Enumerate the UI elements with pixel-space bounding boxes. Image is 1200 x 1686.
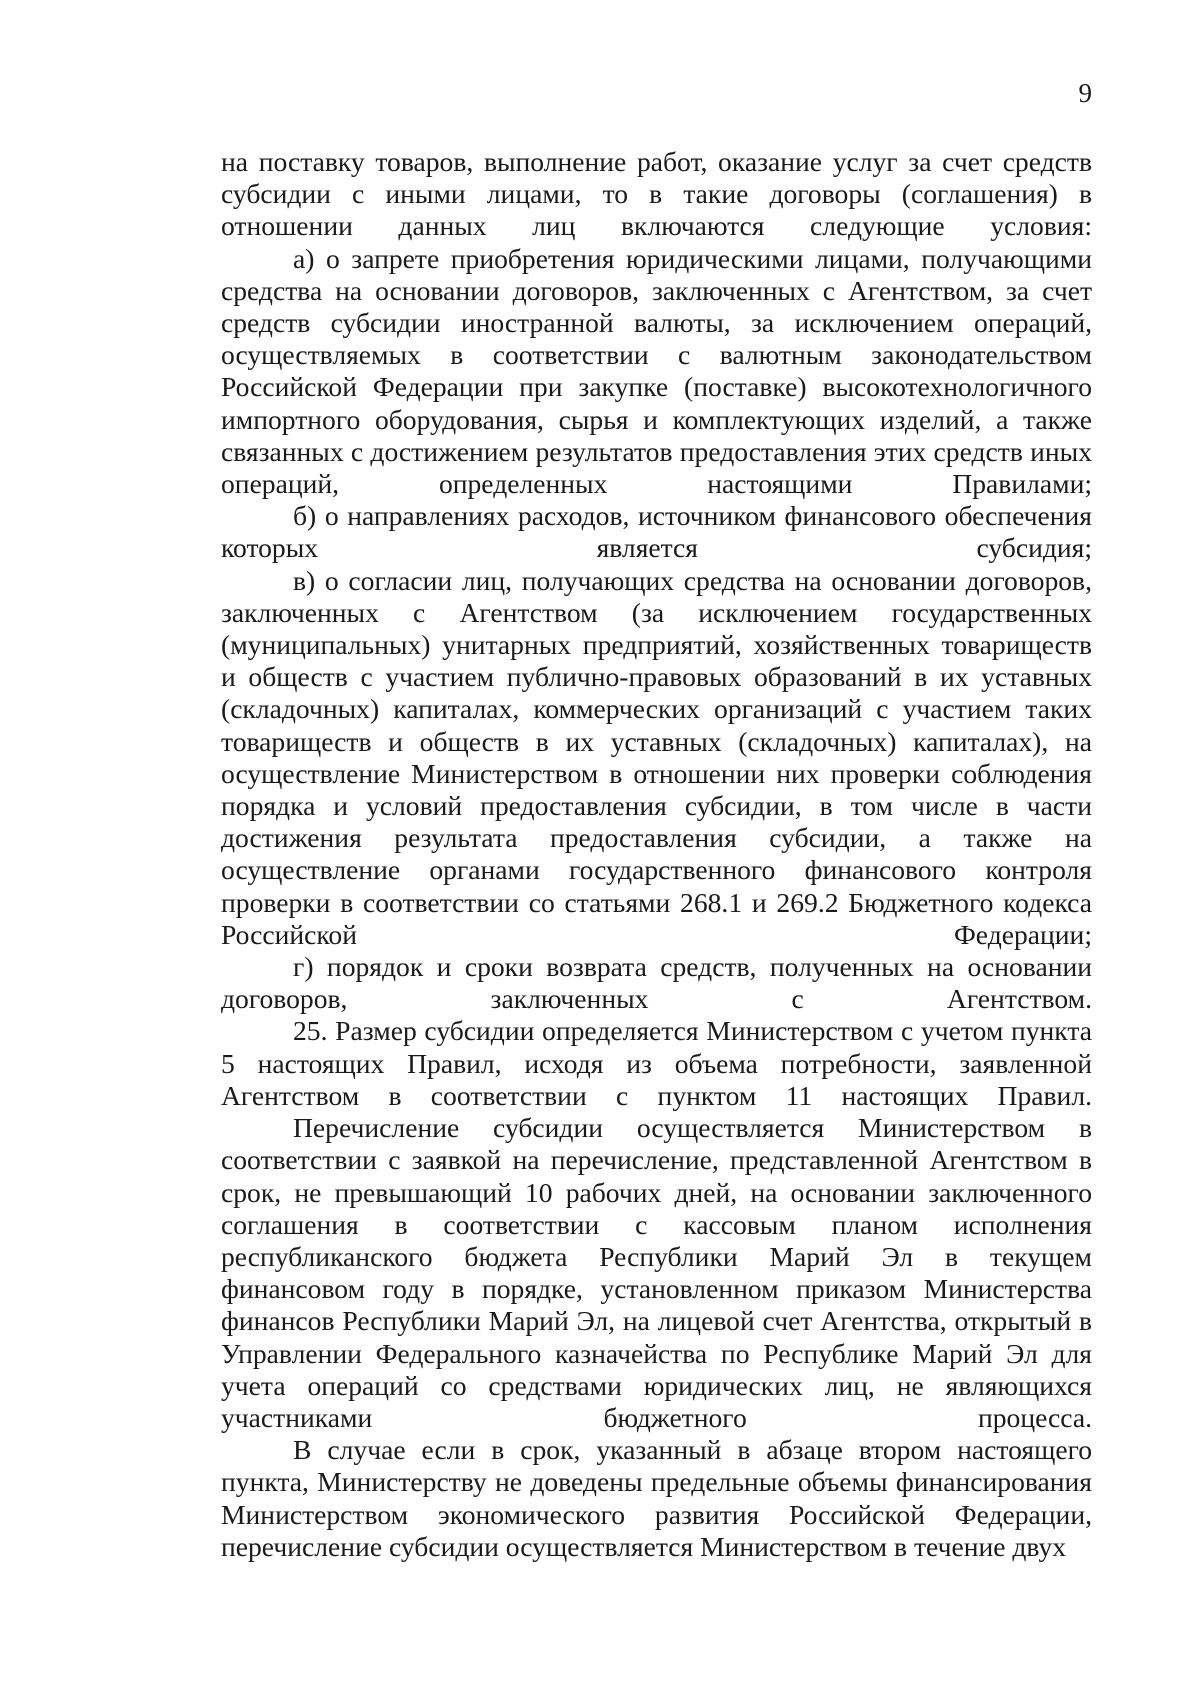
text-line: Российской Федерации при закупке (поставке) высокотехнологичного (221, 371, 1092, 403)
document-body (221, 146, 1092, 1563)
paragraph-continuation (221, 146, 1092, 243)
paragraph-item-25 (221, 1015, 1092, 1112)
paragraph-clause-b (221, 500, 1092, 564)
text-line: субсидии с иными лицами, то в такие договоры (соглашения) (221, 178, 1058, 210)
text-line: республиканского бюджета Республики Марий Эл в текущем (221, 1240, 1092, 1272)
text-line: товариществ и обществ в их уставных (складочных) капиталах), (221, 725, 1049, 757)
text-line: средства на основании договоров, заключенных с Агентством, за счет (221, 274, 1092, 306)
text-line: Министерством экономического развития Российской Федерации, (221, 1498, 1092, 1530)
text-line: на осуществление органами государственного финансового контроля (221, 822, 1092, 886)
text-line: соглашения в соответствии с кассовым планом исполнения (221, 1208, 1092, 1240)
text-line: (муниципальных) унитарных предприятий, хозяйственных товариществ (221, 629, 1092, 661)
text-line: договоров, заключенных с Агентством. (221, 983, 1092, 1015)
text-line: (складочных) капиталах, коммерческих организаций с участием таких (221, 693, 1092, 725)
text-line: которых является субсидия; (221, 532, 1092, 564)
text-line: соблюдения порядка и условий предоставления субсидии, в том числе (221, 757, 1092, 822)
text-line: Перечисление субсидии осуществляется Министерством (293, 1112, 1046, 1144)
text-line: б) о направлениях расходов, источником финансового обеспечения (293, 500, 1092, 532)
text-line: заключенных с Агентством (за исключением государственных (221, 596, 1092, 628)
text-line: в Управлении Федерального казначейства по Республике Марий Эл (221, 1305, 1092, 1369)
text-line: в отношении данных лиц включаются следующие условия: (221, 178, 1092, 242)
text-line: на поставку товаров, выполнение работ, оказание услуг за счет средств (221, 146, 1092, 177)
text-line: для учета операций со средствами юридических лиц, не являющихся (221, 1337, 1092, 1401)
text-line: пункта, Министерству не доведены предельные объемы финансирования (221, 1466, 1092, 1498)
text-line: импортного оборудования, сырья и комплектующих изделий, а также (221, 403, 1092, 435)
text-line: Российской Федерации; (221, 918, 1092, 950)
text-line: в) о согласии лиц, получающих средства на основании договоров, (293, 564, 1092, 596)
text-line: Агентством в соответствии с пунктом 11 настоящих Правил. (221, 1079, 1092, 1111)
page-number: 9 (1078, 78, 1092, 108)
text-line: 25. Размер субсидии определяется Министерством с учетом (293, 1015, 1004, 1047)
text-line: участниками бюджетного процесса. (221, 1401, 1092, 1433)
paragraph-clause-a (221, 243, 1092, 501)
text-line: связанных с достижением результатов предоставления этих средств иных (221, 435, 1092, 467)
text-line: и обществ с участием публично-правовых образований в их уставных (221, 661, 1092, 693)
text-line: в соответствии с заявкой на перечисление, представленной Агентством (221, 1112, 1092, 1176)
text-line: перечисление субсидии осуществляется Министерством в течение двух (221, 1530, 1067, 1562)
text-line: в срок, не превышающий 10 рабочих дней, на основании заключенного (221, 1144, 1092, 1208)
text-line: финансовом году в порядке, установленном приказом Министерства (221, 1273, 1092, 1305)
text-line: г) порядок и сроки возврата средств, полученных на основании (293, 951, 1092, 983)
paragraph-case (221, 1434, 1092, 1563)
paragraph-clause-g (221, 951, 1092, 1015)
text-line: осуществляемых в соответствии с валютным законодательством (221, 339, 1092, 371)
paragraph-transfer (221, 1112, 1092, 1434)
paragraph-clause-v (221, 565, 1092, 951)
text-line: на осуществление Министерством в отношении них проверки (221, 725, 1092, 789)
text-line: В случае если в срок, указанный в абзаце втором настоящего (293, 1434, 1092, 1466)
text-line: операций, определенных настоящими Правилами; (221, 468, 1092, 500)
text-line: в части достижения результата предоставления субсидии, а также (221, 790, 1092, 854)
text-line: пункта 5 настоящих Правил, исходя из объема потребности, заявленной (221, 1015, 1092, 1079)
text-line: финансов Республики Марий Эл, на лицевой счет Агентства, открытый (221, 1305, 1072, 1337)
text-line: проверки в соответствии со статьями 268.1 и 269.2 Бюджетного кодекса (221, 886, 1092, 918)
text-line: средств субсидии иностранной валюты, за исключением операций, (221, 307, 1092, 339)
text-line: а) о запрете приобретения юридическими лицами, получающими (293, 242, 1092, 274)
